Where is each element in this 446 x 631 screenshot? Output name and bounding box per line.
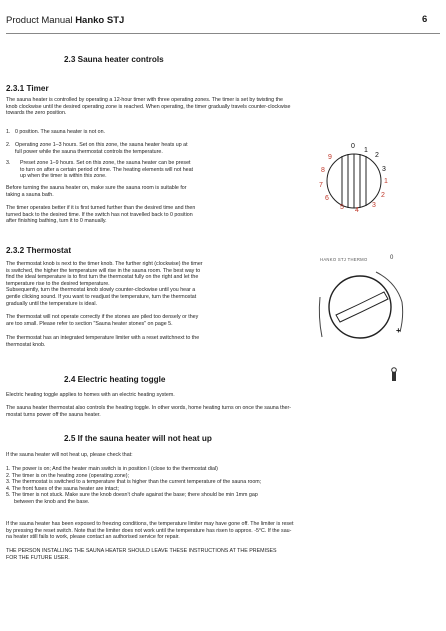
header-product-manual: Product Manual [6, 15, 73, 26]
text-line: after finishing bathing, turn it to 0 manually. [6, 218, 107, 225]
section-2-4-title: 2.4 Electric heating toggle [64, 375, 166, 384]
thermostat-figure-label: HANKO STJ THERMO [320, 257, 368, 262]
thermostat-paragraph-1 [6, 261, 203, 307]
text-line: na heater still fails to work, please contact an authorised service for repair. [6, 534, 180, 541]
dial-label-4: 4 [355, 207, 359, 214]
list-text: up when the timer is within this zone. [20, 173, 107, 180]
text-line: If the sauna heater will not heat up, please check that: [6, 452, 133, 458]
text-line: taking a sauna bath. [6, 191, 54, 198]
thermostat-figure [316, 252, 442, 384]
heating-toggle-paragraph-1 [6, 392, 175, 399]
text-line: gradually until the temperature is ideal. [6, 300, 97, 307]
freezing-paragraph [6, 521, 293, 541]
timer-zone-list-item [6, 160, 194, 180]
thermostat-plus-sign: + [396, 326, 401, 335]
list-text: Preset zone 1–9 hours. Set on this zone, the sauna heater can be preset [20, 160, 191, 166]
text-line: The thermostat knob is next to the timer knob. The further right (clockwise) the timer [6, 261, 203, 267]
dial-label-2-top: 2 [375, 152, 379, 159]
timer-intro-paragraph [6, 97, 290, 117]
text-line: FOR THE FUTURE USER. [6, 554, 70, 561]
before-turning-paragraph [6, 185, 187, 198]
text-line: are too small. Please refer to section "Sauna heater stones" on page 5. [6, 320, 173, 327]
timer-zone-list-item [6, 129, 106, 136]
section-2-5-title: 2.5 If the sauna heater will not heat up [64, 434, 212, 443]
header-brand: Hanko [75, 15, 105, 26]
dial-label-7: 7 [319, 182, 323, 189]
text-line: thermostat knob. [6, 341, 46, 348]
section-2-3-2-title: 2.3.2 Thermostat [6, 246, 72, 255]
thermostat-knob-icon [316, 252, 442, 384]
text-line: mostat turns power off the sauna heater. [6, 411, 101, 418]
list-text: full power while the sauna thermostat controls the temperature. [15, 148, 163, 155]
text-line: turned back to the desired time. If the switch has not travelled back to 0 position [6, 211, 193, 218]
text-line: Electric heating toggle applies to homes with an electric heating system. [6, 392, 175, 398]
text-line: The sauna heater thermostat also controls the heating toggle. In other words, home heating turns on once the sauna ther- [6, 405, 292, 411]
text-line: towards the zero position. [6, 110, 67, 117]
text-line: The timer operates better if it is first turned further than the desired time and then [6, 205, 196, 211]
timer-operates-paragraph [6, 205, 195, 225]
dial-label-0: 0 [351, 143, 355, 150]
list-text: to turn on after a certain period of time. The heating elements will not heat [20, 166, 194, 173]
list-number: 2. [6, 142, 11, 148]
no-heat-intro [6, 452, 133, 459]
text-line: by pressing the reset switch. Note that the limiter does not work until the temperature has risen to approx. -5°C. If the sau- [6, 527, 292, 534]
list-item: 3. The thermostat is switched to a temperature that is higher than the current temperature of the sauna room; [6, 479, 262, 486]
timer-dial-icon [306, 136, 416, 226]
thermostat-paragraph-3 [6, 335, 199, 348]
timer-zone-list-item [6, 142, 188, 155]
text-line: find the ideal temperature is to first turn the thermostat fully on the right and let the [6, 274, 199, 281]
heating-toggle-paragraph-2 [6, 405, 291, 418]
list-text: 0 position. The sauna heater is not on. [15, 129, 106, 135]
section-2-3-title: 2.3 Sauna heater controls [64, 55, 164, 64]
header-model: STJ [106, 15, 125, 26]
thermostat-paragraph-2 [6, 314, 198, 327]
list-number: 3. [6, 160, 11, 166]
no-heat-checklist [6, 466, 261, 506]
installer-notice [6, 548, 277, 561]
dial-label-9: 9 [328, 154, 332, 161]
text-line: Before turning the sauna heater on, make sure the sauna room is suitable for [6, 185, 187, 191]
dial-label-6: 6 [325, 195, 329, 202]
text-line: THE PERSON INSTALLING THE SAUNA HEATER SHOULD LEAVE THESE INSTRUCTIONS AT THE PREMISES [6, 548, 277, 554]
list-item: 4. The front fuses of the sauna heater are intact; [6, 485, 119, 492]
document-header [6, 15, 124, 26]
text-line: If the sauna heater has been exposed to freezing conditions, the temperature limiter may have gone off. The limiter is reset [6, 521, 294, 527]
text-line: gentle clicking sound. If you want to readjust the temperature, turn the thermostat [6, 293, 197, 300]
text-line: The thermostat will not operate correctly if the stones are piled too densely or they [6, 314, 199, 320]
thermostat-zero-label: 0 [390, 255, 394, 261]
section-2-3-1-title: 2.3.1 Timer [6, 84, 49, 93]
list-item: 1. The power is on; And the heater main switch is in position I (close to the thermostat dial) [6, 466, 218, 472]
list-text: Operating zone 1–3 hours. Set on this zone, the sauna heater heats up at [15, 142, 188, 148]
dial-label-3-right: 3 [382, 166, 386, 173]
list-item: between the knob and the base. [14, 498, 90, 505]
page-number: 6 [422, 14, 428, 25]
text-line: Subsequently, turn the thermostat knob slowly counter-clockwise until you hear a [6, 287, 196, 294]
list-number: 1. [6, 129, 11, 135]
dial-label-2-right: 2 [381, 192, 385, 199]
text-line: The thermostat has an integrated temperature limiter with a reset switchnext to the [6, 335, 200, 341]
dial-label-3-bottom: 3 [372, 202, 376, 209]
timer-dial-figure [306, 136, 416, 226]
dial-label-8: 8 [321, 167, 325, 174]
dial-label-5: 5 [340, 204, 344, 211]
header-divider [6, 33, 440, 34]
dial-label-1-right: 1 [384, 178, 388, 185]
text-line: The sauna heater is controlled by operating a 12-hour timer with three operating zones. The timer is set by twisting the [6, 97, 283, 103]
text-line: knob clockwise until the desired operating zone is reached. When operating, the timer gradually travels counter-clockwise [6, 103, 291, 110]
dial-label-1-top: 1 [364, 147, 368, 154]
list-item: 2. The timer is on the heating zone (operating zone); [6, 472, 129, 479]
text-line: temperature rise to the desired temperature. [6, 280, 110, 287]
text-line: is switched, the higher the temperature will rise in the sauna room. The best way to [6, 267, 201, 274]
list-item: 5. The timer is not stuck. Make sure the knob doesn't chafe against the base; there should be min 1mm gap [6, 492, 258, 499]
